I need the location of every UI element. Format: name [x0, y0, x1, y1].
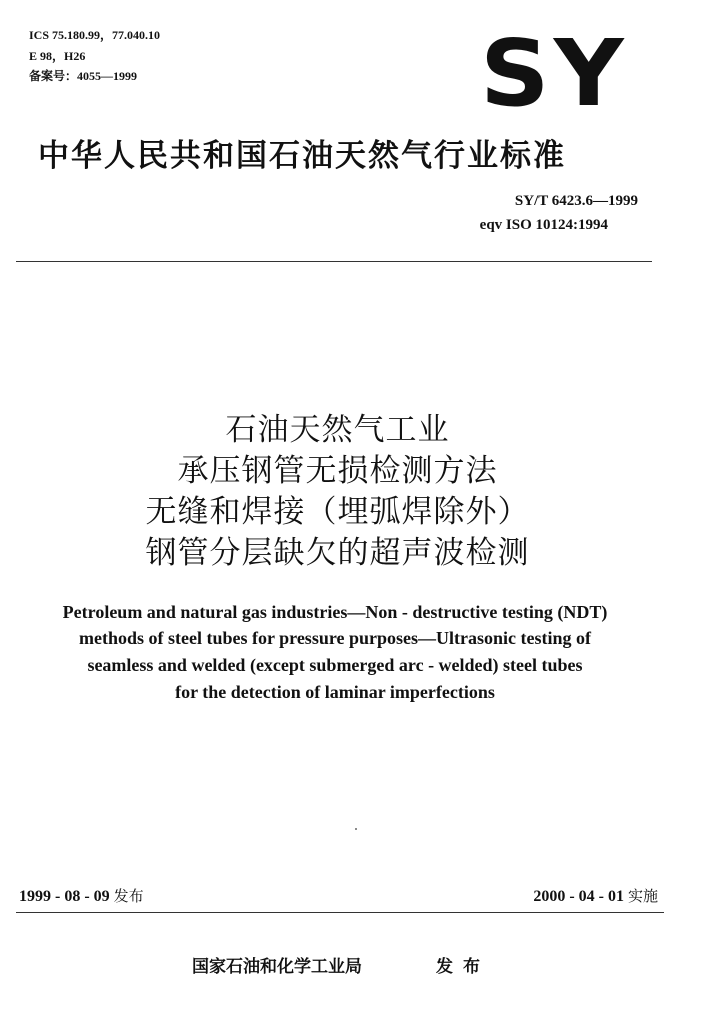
standard-category-title: 中华人民共和国石油天然气行业标准 [38, 138, 566, 174]
english-title-line: methods of steel tubes for pressure purposes—Ultrasonic testing of [79, 628, 591, 648]
standard-number: SY/T 6423.6—1999 [514, 193, 638, 209]
chinese-title-line: 无缝和焊接（埋弧焊除外） [145, 494, 530, 530]
english-title-line: Petroleum and natural gas industries—Non - destructive testing (NDT) [62, 602, 608, 622]
implementation-date-label: 实施 [627, 887, 658, 905]
issue-date-value: 1999 - 08 - 09 [19, 888, 110, 905]
issuing-authority: 国家石油和化学工业局 [192, 957, 362, 977]
equivalent-standard: eqv ISO 10124:1994 [479, 217, 608, 233]
english-title-line: for the detection of laminar imperfections [175, 682, 495, 702]
english-title-line: seamless and welded (except submerged arc - welded) steel tubes [87, 655, 583, 675]
issued-label: 发布 [436, 957, 490, 977]
issue-date [19, 886, 144, 907]
ics-code: ICS 75.180.99，77.040.10 [29, 28, 161, 42]
sy-logo: SY [480, 20, 628, 127]
implementation-date [533, 886, 658, 907]
record-number: 备案号：4055—1999 [29, 69, 138, 83]
speck-mark [355, 828, 357, 830]
chinese-title-line: 钢管分层缺欠的超声波检测 [145, 535, 530, 571]
chinese-title-line: 石油天然气工业 [225, 412, 450, 448]
implementation-date-value: 2000 - 04 - 01 [533, 888, 624, 905]
chinese-title-line: 承压钢管无损检测方法 [177, 453, 498, 489]
classification-code: E 98，H26 [29, 49, 86, 63]
issue-date-label: 发布 [113, 887, 144, 905]
header-divider [16, 261, 652, 262]
footer-divider [16, 912, 664, 913]
